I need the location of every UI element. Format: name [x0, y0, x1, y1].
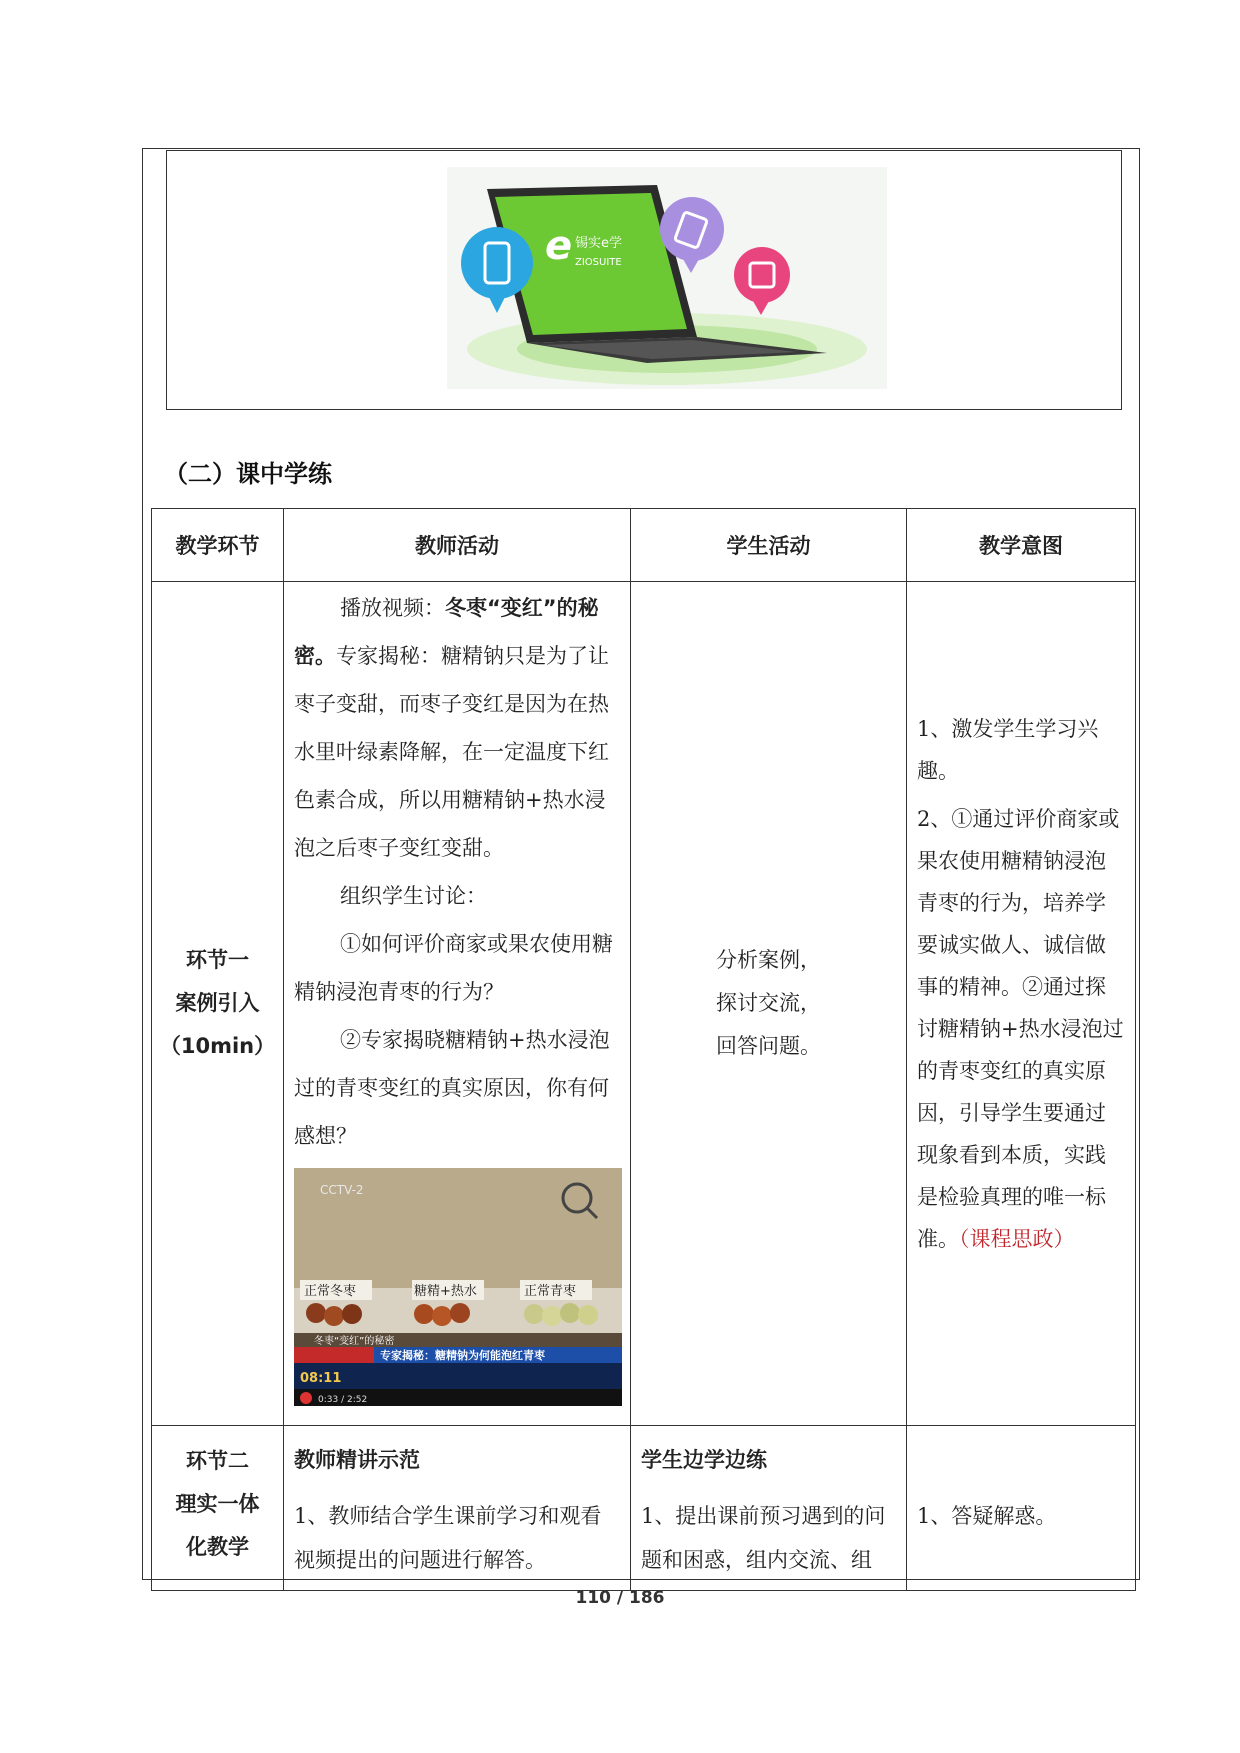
section-title: （二）课中学练	[164, 460, 332, 488]
student-paragraph: 1、提出课前预习遇到的问题和困惑，组内交流、组	[641, 1504, 886, 1572]
teacher-paragraph: ②专家揭晓糖精钠+热水浸泡过的青枣变红的真实原因，你有何感想？	[294, 1028, 610, 1148]
table-row	[152, 1426, 1136, 1591]
header-cell: 学生活动	[631, 509, 907, 582]
student-activity-line: 回答问题。	[716, 1034, 821, 1058]
teacher-paragraph: 播放视频：冬枣“变红”的秘密。专家揭秘：糖精钠只是为了让枣子变甜，而枣子变红是因为在热水里叶绿素降解，在一定温度下红色素合成，所以用糖精钠+热水浸泡之后枣子变红变甜。	[294, 596, 609, 860]
svg-text:ZIOSUITE: ZIOSUITE	[575, 257, 622, 268]
student-activity-cell	[631, 582, 907, 1426]
teacher-heading: 教师精讲示范	[294, 1448, 420, 1472]
lesson-table	[151, 508, 1136, 1591]
teaching-intent-cell	[907, 582, 1136, 1426]
svg-text:0:33 / 2:52: 0:33 / 2:52	[318, 1395, 368, 1405]
stage-label: 环节一	[186, 948, 249, 972]
svg-text:08:11: 08:11	[300, 1371, 342, 1386]
page-number: 110 / 186	[575, 1588, 665, 1608]
video-screenshot[interactable]	[294, 1168, 622, 1406]
teaching-intent-cell	[907, 1426, 1136, 1591]
stage-label: 化教学	[186, 1535, 249, 1559]
stage-cell	[152, 1426, 284, 1591]
stage-cell	[152, 582, 284, 1426]
table-header-row	[152, 509, 1136, 582]
teacher-paragraph: 1、教师结合学生课前学习和观看视频提出的问题进行解答。	[294, 1504, 602, 1572]
ideology-tag: （课程思政）	[959, 1227, 1075, 1251]
header-cell: 教学意图	[907, 509, 1136, 582]
stage-label: 案例引入	[175, 991, 260, 1015]
intent-paragraph: 1、答疑解惑。	[917, 1504, 1057, 1528]
svg-text:专家揭秘：糖精钠为何能泡红青枣: 专家揭秘：糖精钠为何能泡红青枣	[380, 1349, 545, 1362]
header-cell: 教师活动	[284, 509, 631, 582]
image-frame	[166, 150, 1122, 410]
svg-text:正常冬枣: 正常冬枣	[304, 1284, 357, 1299]
student-activity-cell	[631, 1426, 907, 1591]
svg-text:e: e	[545, 223, 573, 269]
teacher-paragraph: ①如何评价商家或果农使用糖精钠浸泡青枣的行为？	[294, 932, 613, 1004]
intent-paragraph: 2、①通过评价商家或果农使用糖精钠浸泡青枣的行为，培养学要诚实做人、诚信做事的精神。②通过探讨糖精钠+热水浸泡过的青枣变红的真实原因，引导学生要通过现象看到本质，实践是检验真理的唯一标准。（课程思政）	[917, 807, 1124, 1251]
laptop-illustration	[447, 167, 887, 389]
svg-text:糖精+热水: 糖精+热水	[414, 1284, 477, 1299]
stage-label: 理实一体	[175, 1492, 260, 1516]
svg-text:正常青枣: 正常青枣	[524, 1284, 577, 1299]
student-heading: 学生边学边练	[641, 1448, 767, 1472]
teacher-paragraph: 组织学生讨论：	[340, 884, 487, 908]
svg-text:锡实e学: 锡实e学	[575, 236, 622, 251]
header-cell: 教学环节	[152, 509, 284, 582]
stage-label: （10min）	[159, 1034, 276, 1058]
table-row	[152, 582, 1136, 1426]
laptop-icon	[447, 167, 887, 389]
svg-text:冬枣“变红”的秘密: 冬枣“变红”的秘密	[314, 1336, 395, 1347]
student-activity-line: 探讨交流，	[716, 991, 821, 1015]
teacher-activity-cell	[284, 582, 631, 1426]
stage-label: 环节二	[186, 1449, 249, 1473]
intent-paragraph: 1、激发学生学习兴趣。	[917, 717, 1099, 783]
teacher-activity-cell	[284, 1426, 631, 1591]
svg-text:CCTV-2: CCTV-2	[320, 1183, 364, 1197]
student-activity-line: 分析案例，	[716, 948, 821, 972]
